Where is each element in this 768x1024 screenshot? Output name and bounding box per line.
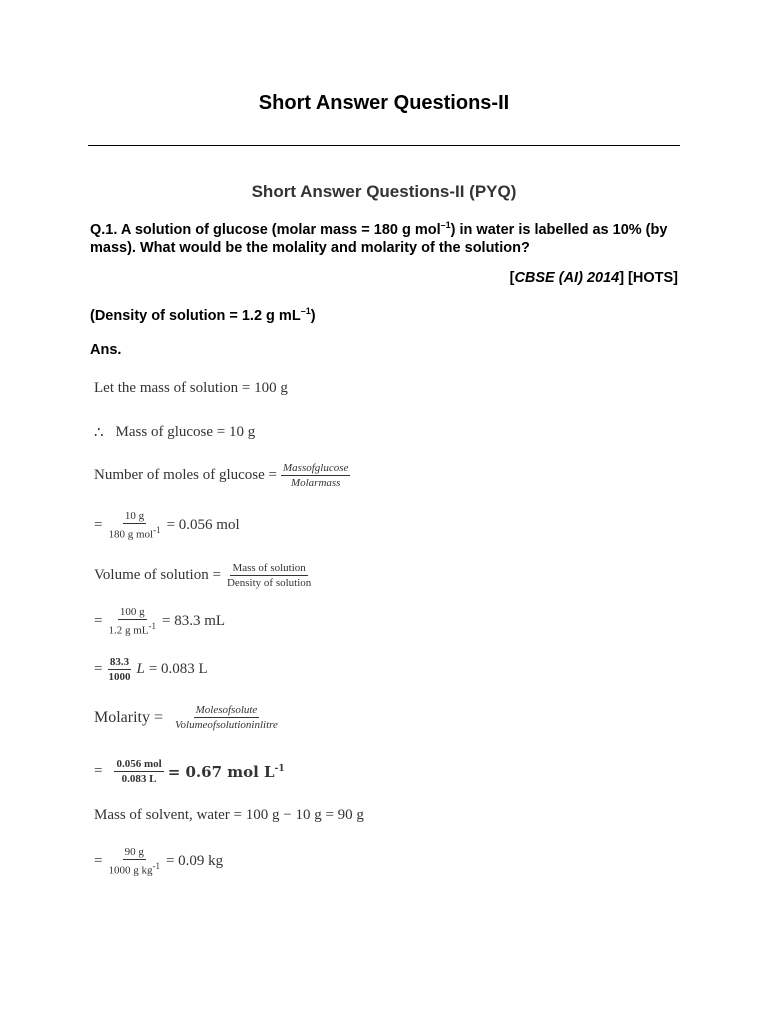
fraction-moles-calc: $\frac{10 g}{180 g mol^{-1}}$ [108, 510, 161, 541]
divider [88, 145, 680, 146]
solution-line-3: Number of moles of glucose = $\frac{\text{Massofglucose}}{\text{Molarmass}}$ [94, 462, 349, 489]
fraction-volume-formula: $\frac{\text{Mass of solution}}{\text{Density of solution}}$ [226, 562, 312, 589]
answer-label: Ans. [90, 342, 122, 358]
fraction-molarity-formula: $\frac{\text{Molesofsolute}}{\text{Volumeofsolutioninlitre}}$ [175, 704, 278, 731]
solution-line-11: = $\frac{90 g}{1000 g kg^{-1}}$ = 0.09 kg [94, 846, 224, 877]
solution-line-8: Molarity = $\frac{\text{Molesofsolute}}{\text{Volumeofsolutioninlitre}}$ [94, 704, 278, 731]
solution-line-9: = $\frac{\text{0.056 mol}}{0.083 L}$ = 0.67 mol $L^{-1}$ [94, 758, 285, 785]
solution-line-5: Volume of solution = $\frac{\text{Mass of solution}}{\text{Density of solution}}$ [94, 562, 312, 589]
solution-line-2: ∴ Mass of glucose = 10 g [94, 424, 256, 441]
density-note: (Density of solution = 1.2 g $mL^{-1}$) [90, 306, 316, 324]
page-title: Short Answer Questions-II [258, 92, 510, 114]
fraction-volume-litres: $\frac{83.3}{1000}$ [108, 656, 131, 683]
solution-line-7: = $\frac{83.3}{1000}$ L = 0.083 L [94, 656, 208, 683]
solution-line-10: Mass of solvent, water = 100 g − 10 g = 90 g [94, 807, 364, 823]
solution-line-4: = $\frac{10 g}{180 g mol^{-1}}$ = 0.056 mol [94, 510, 240, 541]
fraction-moles-glucose: $\frac{\text{Massofglucose}}{\text{Molarmass}}$ [283, 462, 349, 489]
molarity-result: = 0.67 mol $L^{-1}$ [167, 762, 285, 781]
question-reference: [CBSE (AI) 2014] [HOTS] [509, 270, 678, 286]
fraction-molarity-calc: $\frac{\text{0.056 mol}}{0.083 L}$ [116, 758, 162, 785]
fraction-solvent-mass: $\frac{90 g}{1000 g kg^{-1}}$ [108, 846, 160, 877]
solution-line-6: = $\frac{100 g}{1.2 g mL^{-1}}$ = 83.3 mL [94, 606, 226, 637]
fraction-volume-calc: $\frac{100 g}{1.2 g mL^{-1}}$ [108, 606, 156, 637]
question-text: Q.1. A solution of glucose (molar mass = 180 g mol$^{-1}$) in water is labelled as 10% (by mass). What would be the molality and molarity of the solution? [90, 220, 668, 256]
section-title: Short Answer Questions-II (PYQ) [251, 182, 517, 201]
solution-line-1: Let the mass of solution = 100 g [94, 380, 288, 396]
